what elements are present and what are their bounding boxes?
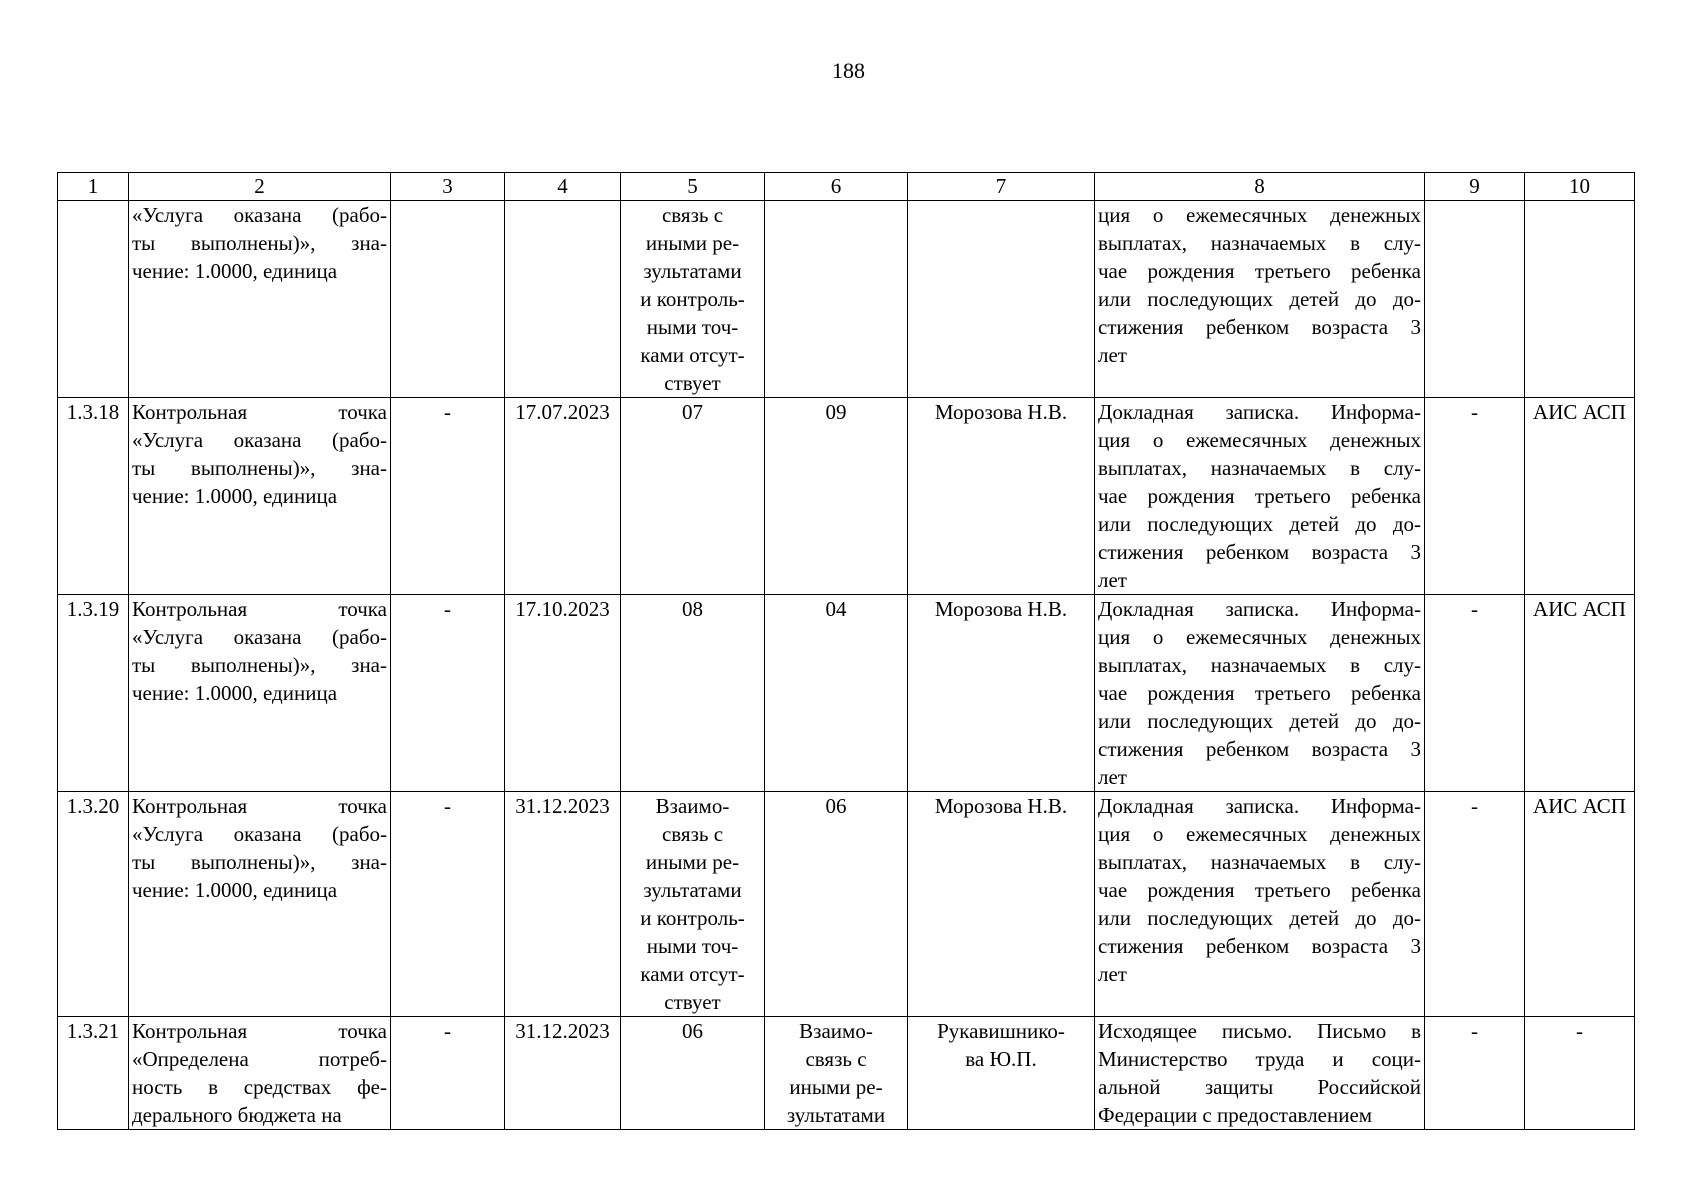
col9-cell: - [1425, 1017, 1525, 1130]
cell-line: ными точ- [646, 934, 739, 958]
cont-description-cell [129, 201, 391, 398]
date-cell: 17.10.2023 [505, 595, 621, 792]
column-header: 2 [129, 173, 391, 201]
system-cell: - [1525, 1017, 1635, 1130]
cell-line: стижения ребенком возраста 3 [1098, 737, 1421, 761]
responsible-cell [908, 792, 1095, 1017]
cell-line: Министерство труда и соци- [1098, 1047, 1421, 1071]
cell-line: Морозова Н.В. [934, 400, 1068, 424]
cell-line: лет [1098, 765, 1127, 789]
cell-line: или последующих детей до до- [1098, 287, 1421, 311]
cell-line: ция о ежемесячных денежных [1098, 203, 1421, 227]
cell-line: иными ре- [645, 231, 740, 255]
cell-line: Исходящее письмо. Письмо в [1098, 1019, 1421, 1043]
cell-line: «Услуга оказана (рабо- [132, 625, 387, 649]
cell-line: ты выполнены)», зна- [132, 850, 387, 874]
cell-line: ствует [664, 371, 721, 395]
cell-line: связь с [805, 1047, 867, 1071]
table-row [58, 792, 1635, 1017]
table-row [58, 595, 1635, 792]
column-header: 10 [1525, 173, 1635, 201]
cell-line: зультатами [786, 1103, 886, 1127]
row-number-cell: 1.3.18 [58, 398, 129, 595]
cell-line: ция о ежемесячных денежных [1098, 822, 1421, 846]
cell-line: лет [1098, 568, 1127, 592]
cell-line: и контроль- [640, 287, 745, 311]
cell-line: «Определена потреб- [132, 1047, 387, 1071]
date-cell: 31.12.2023 [505, 792, 621, 1017]
col9-cell: - [1425, 792, 1525, 1017]
cell-line: Контрольная точка [132, 400, 387, 424]
col3-cell: - [391, 1017, 505, 1130]
description-cell [129, 595, 391, 792]
cell-line: Докладная записка. Информа- [1098, 597, 1421, 621]
cont-relation-cell [621, 201, 765, 398]
cell-line: Морозова Н.В. [934, 597, 1068, 621]
cell-line: ва Ю.П. [965, 1047, 1037, 1071]
row-number-cell: 1.3.21 [58, 1017, 129, 1130]
cell-line: Морозова Н.В. [934, 794, 1068, 818]
control-points-table [57, 172, 1635, 1130]
document-cell [1095, 398, 1425, 595]
cont-col4-cell [505, 201, 621, 398]
cell-line: чение: 1.0000, единица [132, 259, 338, 283]
cell-line: 04 [825, 597, 847, 621]
continuation-row [58, 201, 1635, 398]
cont-col3-cell [391, 201, 505, 398]
cont-document-cell [1095, 201, 1425, 398]
column-header: 5 [621, 173, 765, 201]
row-number-cell: 1.3.20 [58, 792, 129, 1017]
cont-col10-cell [1525, 201, 1635, 398]
cell-line: или последующих детей до до- [1098, 709, 1421, 733]
cell-line: «Услуга оказана (рабо- [132, 203, 387, 227]
cell-line: стижения ребенком возраста 3 [1098, 315, 1421, 339]
cell-line: ками отсут- [640, 962, 745, 986]
cell-line: выплатах, назначаемых в слу- [1098, 653, 1421, 677]
document-cell [1095, 1017, 1425, 1130]
cell-line: Докладная записка. Информа- [1098, 400, 1421, 424]
cell-line: ция о ежемесячных денежных [1098, 625, 1421, 649]
cell-line: 06 [682, 1019, 703, 1043]
document-cell [1095, 595, 1425, 792]
cell-line: чае рождения третьего ребенка [1098, 878, 1421, 902]
cell-line: Рукавишнико- [937, 1019, 1065, 1043]
cell-line: чае рождения третьего ребенка [1098, 259, 1421, 283]
cell-line: или последующих детей до до- [1098, 512, 1421, 536]
column-number-header-row [58, 173, 1635, 201]
col3-cell: - [391, 595, 505, 792]
cell-line: ты выполнены)», зна- [132, 653, 387, 677]
col6-cell [765, 398, 908, 595]
description-cell [129, 398, 391, 595]
col3-cell: - [391, 792, 505, 1017]
cell-line: Докладная записка. Информа- [1098, 794, 1421, 818]
relation-cell [621, 1017, 765, 1130]
cell-line: ция о ежемесячных денежных [1098, 428, 1421, 452]
column-header: 7 [908, 173, 1095, 201]
description-cell [129, 792, 391, 1017]
cell-line: дерального бюджета на [132, 1103, 342, 1127]
cell-line: Контрольная точка [132, 794, 387, 818]
column-header: 4 [505, 173, 621, 201]
cell-line: «Услуга оказана (рабо- [132, 822, 387, 846]
cell-line: 08 [682, 597, 703, 621]
column-header: 8 [1095, 173, 1425, 201]
responsible-cell [908, 1017, 1095, 1130]
cell-line: ность в средствах фе- [132, 1075, 387, 1099]
col6-cell [765, 792, 908, 1017]
cell-line: чае рождения третьего ребенка [1098, 484, 1421, 508]
col9-cell: - [1425, 398, 1525, 595]
date-cell: 31.12.2023 [505, 1017, 621, 1130]
cell-line: «Услуга оказана (рабо- [132, 428, 387, 452]
table-row [58, 398, 1635, 595]
cell-line: ками отсут- [640, 343, 745, 367]
relation-cell [621, 595, 765, 792]
cell-line: связь с [661, 822, 724, 846]
column-header: 9 [1425, 173, 1525, 201]
table-row [58, 1017, 1635, 1130]
cell-line: выплатах, назначаемых в слу- [1098, 850, 1421, 874]
column-header: 1 [58, 173, 129, 201]
cell-line: чае рождения третьего ребенка [1098, 681, 1421, 705]
cell-line: ты выполнены)», зна- [132, 231, 387, 255]
page-number: 188 [832, 58, 865, 83]
description-cell [129, 1017, 391, 1130]
cell-line: иными ре- [789, 1075, 883, 1099]
cell-line: чение: 1.0000, единица [132, 878, 338, 902]
cont-num-cell [58, 201, 129, 398]
cell-line: иными ре- [645, 850, 740, 874]
responsible-cell [908, 595, 1095, 792]
cell-line: 06 [825, 794, 847, 818]
cont-col9-cell [1425, 201, 1525, 398]
column-header: 3 [391, 173, 505, 201]
col6-cell [765, 1017, 908, 1130]
cell-line: Взаимо- [799, 1019, 873, 1043]
cell-line: лет [1098, 962, 1127, 986]
cell-line: Федерации с предоставлением [1098, 1103, 1373, 1127]
cell-line: 09 [825, 400, 847, 424]
cont-col6-cell [765, 201, 908, 398]
cell-line: зультатами [643, 878, 742, 902]
cell-line: чение: 1.0000, единица [132, 681, 338, 705]
relation-cell [621, 398, 765, 595]
system-cell: АИС АСП [1525, 595, 1635, 792]
col3-cell: - [391, 398, 505, 595]
date-cell: 17.07.2023 [505, 398, 621, 595]
cell-line: ными точ- [646, 315, 739, 339]
col6-cell [765, 595, 908, 792]
column-header: 6 [765, 173, 908, 201]
cell-line: ты выполнены)», зна- [132, 456, 387, 480]
cell-line: чение: 1.0000, единица [132, 484, 338, 508]
col9-cell: - [1425, 595, 1525, 792]
document-cell [1095, 792, 1425, 1017]
cell-line: Взаимо- [655, 794, 730, 818]
responsible-cell [908, 398, 1095, 595]
cell-line: Контрольная точка [132, 1019, 387, 1043]
cell-line: лет [1098, 343, 1127, 367]
cell-line: связь с [661, 203, 724, 227]
cell-line: выплатах, назначаемых в слу- [1098, 231, 1421, 255]
cell-line: ствует [664, 990, 721, 1014]
cell-line: 07 [682, 400, 703, 424]
cell-line: или последующих детей до до- [1098, 906, 1421, 930]
relation-cell [621, 792, 765, 1017]
cell-line: и контроль- [640, 906, 745, 930]
system-cell: АИС АСП [1525, 398, 1635, 595]
cont-col7-cell [908, 201, 1095, 398]
cell-line: зультатами [643, 259, 742, 283]
cell-line: выплатах, назначаемых в слу- [1098, 456, 1421, 480]
cell-line: альной защиты Российской [1098, 1075, 1421, 1099]
row-number-cell: 1.3.19 [58, 595, 129, 792]
cell-line: Контрольная точка [132, 597, 387, 621]
cell-line: стижения ребенком возраста 3 [1098, 934, 1421, 958]
system-cell: АИС АСП [1525, 792, 1635, 1017]
cell-line: стижения ребенком возраста 3 [1098, 540, 1421, 564]
